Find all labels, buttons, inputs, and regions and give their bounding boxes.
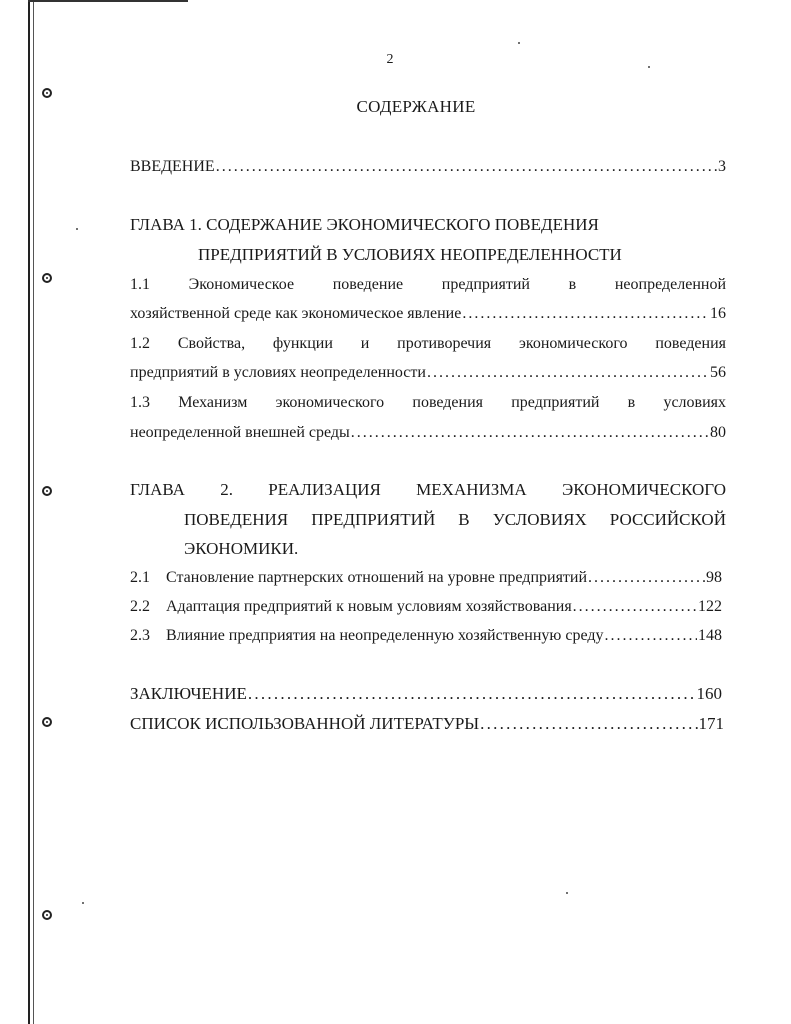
toc-section-1-1-line-1[interactable] [130, 274, 726, 296]
toc-page: 16 [710, 305, 726, 322]
page-number: 2 [386, 52, 394, 67]
chapter-2-heading-line-2[interactable]: ПОВЕДЕНИЯ ПРЕДПРИЯТИЙ В УСЛОВИЯХ РОССИЙСКОЙ [184, 510, 726, 529]
section-title: Становление партнерских отношений на уровне предприятий [166, 569, 588, 586]
chapter-1-heading-line-2[interactable]: ПРЕДПРИЯТИЙ В УСЛОВИЯХ НЕОПРЕДЕЛЕННОСТИ [198, 245, 622, 264]
toc-page: 56 [710, 364, 726, 381]
scan-edge-line [33, 0, 34, 1024]
scan-top-line [28, 0, 188, 2]
toc-entry-bibliography[interactable] [130, 713, 724, 735]
scan-speck [566, 892, 568, 894]
section-number: 1.1 [130, 276, 150, 293]
section-title-cont: предприятий в условиях неопределенности [130, 364, 426, 381]
section-title-cont: хозяйственной среде как экономическое явление [130, 305, 462, 322]
toc-section-2-2[interactable] [130, 596, 722, 618]
toc-section-2-1[interactable] [130, 567, 722, 589]
toc-page: 3 [718, 158, 726, 175]
toc-leader [588, 567, 705, 589]
toc-leader [351, 422, 709, 444]
section-number: 2.1 Становление партнерских отношений на уровне предприятий [130, 569, 588, 586]
toc-section-1-2-line-2[interactable] [130, 362, 726, 384]
toc-leader [216, 156, 717, 178]
section-number: 1.2 [130, 335, 150, 352]
toc-label: СПИСОК ИСПОЛЬЗОВАННОЙ ЛИТЕРАТУРЫ [130, 714, 480, 733]
toc-page: 148 [698, 627, 722, 644]
scan-speck [82, 902, 84, 904]
toc-leader [427, 362, 709, 384]
punch-hole-icon [42, 486, 52, 496]
section-number: 1.3 [130, 394, 150, 411]
section-number: 2.3 Влияние предприятия на неопределенную хозяйственную среду [130, 627, 604, 644]
toc-page: 80 [710, 424, 726, 441]
toc-leader [604, 625, 697, 647]
toc-leader [480, 713, 697, 735]
toc-section-2-3[interactable] [130, 625, 722, 647]
toc-entry-introduction[interactable] [130, 156, 726, 178]
toc-page: 122 [698, 598, 722, 615]
section-title: Адаптация предприятий к новым условиям хозяйствования [166, 598, 572, 615]
toc-page: 171 [698, 714, 724, 733]
toc-leader [462, 303, 709, 325]
punch-hole-icon [42, 717, 52, 727]
section-title: Механизм экономического поведения предприятий в условиях [178, 394, 727, 411]
toc-section-1-2-line-1[interactable] [130, 333, 726, 355]
scan-speck [518, 42, 520, 44]
chapter-2-heading-line-3[interactable]: ЭКОНОМИКИ. [184, 539, 299, 558]
punch-hole-icon [42, 273, 52, 283]
toc-page: 160 [696, 684, 722, 703]
section-title: Свойства, функции и противоречия экономического поведения [177, 335, 727, 352]
toc-label: ВВЕДЕНИЕ [130, 158, 215, 175]
toc-entry-conclusion[interactable] [130, 683, 722, 705]
punch-hole-icon [42, 910, 52, 920]
toc-leader [248, 683, 696, 705]
section-number: 2.2 Адаптация предприятий к новым условиям хозяйствования [130, 598, 572, 615]
chapter-1-heading-line-1[interactable]: ГЛАВА 1. СОДЕРЖАНИЕ ЭКОНОМИЧЕСКОГО ПОВЕДЕНИЯ [130, 215, 599, 234]
toc-leader [573, 596, 697, 618]
toc-section-1-3-line-2[interactable] [130, 422, 726, 444]
chapter-2-heading-line-1[interactable]: ГЛАВА 2. РЕАЛИЗАЦИЯ МЕХАНИЗМА ЭКОНОМИЧЕСКОГО [130, 480, 726, 499]
section-title-cont: неопределенной внешней среды [130, 424, 350, 441]
section-title: Влияние предприятия на неопределенную хозяйственную среду [166, 627, 604, 644]
page-title: СОДЕРЖАНИЕ [356, 97, 476, 116]
toc-section-1-1-line-2[interactable] [130, 303, 726, 325]
toc-label: ЗАКЛЮЧЕНИЕ [130, 684, 247, 703]
scan-edge-line [28, 0, 30, 1024]
toc-page: 98 [706, 569, 722, 586]
section-title: Экономическое поведение предприятий в неопределенной [188, 276, 726, 293]
scan-speck [76, 228, 78, 230]
toc-section-1-3-line-1[interactable] [130, 392, 726, 414]
